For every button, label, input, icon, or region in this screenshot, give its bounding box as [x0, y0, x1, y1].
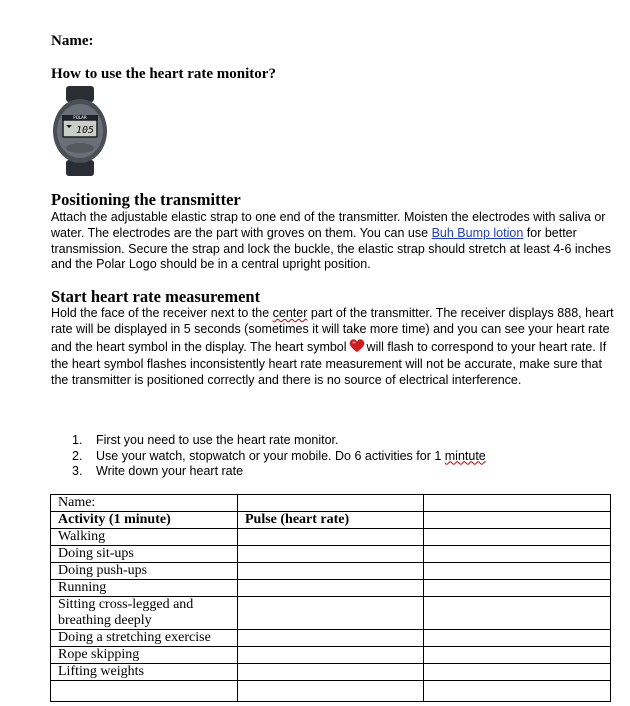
table-row: [51, 495, 611, 512]
heart-rate-watch-image: [52, 86, 108, 176]
start-measurement-paragraph: [51, 306, 619, 389]
how-to-heading: How to use the heart rate monitor?: [51, 66, 276, 82]
positioning-heading: Positioning the transmitter: [51, 190, 241, 209]
activity-cell: Running: [51, 580, 238, 597]
table-row: [51, 681, 611, 702]
step-text: Write down your heart rate: [96, 464, 244, 478]
positioning-paragraph: [51, 210, 619, 273]
start-text-1: Hold the face of the receiver next to the: [51, 306, 273, 320]
table-row: [51, 647, 611, 664]
pulse-cell[interactable]: [238, 647, 424, 664]
table-cell[interactable]: [238, 495, 424, 512]
table-cell[interactable]: [424, 681, 611, 702]
table-row: [51, 563, 611, 580]
table-cell[interactable]: [424, 546, 611, 563]
pulse-cell[interactable]: [238, 529, 424, 546]
activity-cell: Doing a stretching exercise: [51, 630, 238, 647]
pulse-column-header: Pulse (heart rate): [238, 512, 424, 529]
step-text: First you need to use the heart rate monitor.: [96, 433, 339, 447]
steps-list: [72, 433, 486, 480]
step-number: 3.: [72, 464, 83, 478]
activity-table: [50, 494, 611, 702]
table-header-row: [51, 512, 611, 529]
watch-display: 105: [75, 125, 95, 136]
positioning-text-1: Attach the adjustable elastic strap to one end of the transmitter. Moisten the electrodes with saliva or water. The electrodes are the part with groves on them. You can use: [51, 210, 606, 240]
table-row: [51, 630, 611, 647]
buh-bump-lotion-link[interactable]: Buh Bump lotion: [431, 225, 524, 240]
table-row: [51, 529, 611, 546]
pulse-cell[interactable]: [238, 681, 424, 702]
positioning-text-2: for better transmission. Secure the strap and lock the buckle, the elastic strap should stretch at least 4-6 inches and the Polar Logo should be in a central upright position.: [51, 225, 612, 272]
table-cell[interactable]: [424, 512, 611, 529]
pulse-cell[interactable]: [238, 546, 424, 563]
list-item: [72, 464, 486, 480]
start-squiggle-word: center: [272, 306, 308, 320]
activity-cell[interactable]: [51, 681, 238, 702]
pulse-cell[interactable]: [238, 563, 424, 580]
table-cell[interactable]: [424, 664, 611, 681]
watch-brand: POLAR: [73, 115, 87, 120]
table-row: [51, 597, 611, 630]
table-cell[interactable]: [424, 495, 611, 512]
activity-cell: Sitting cross-legged and breathing deeply: [51, 597, 238, 630]
activity-column-header: Activity (1 minute): [51, 512, 238, 529]
table-row: [51, 664, 611, 681]
activity-cell: Rope skipping: [51, 647, 238, 664]
table-cell[interactable]: [424, 529, 611, 546]
activity-cell: Doing sit-ups: [51, 546, 238, 563]
pulse-cell[interactable]: [238, 630, 424, 647]
activity-cell: Doing push-ups: [51, 563, 238, 580]
start-text-3: will flash to correspond to your heart rate. If the heart symbol flashes inconsistently heart rate measurement will not be accurate, make sure that the transmitter is positioned correctly and there is no source of electrical interference.: [51, 339, 607, 388]
start-text-2: part of the transmitter. The receiver displays 888, heart rate will be displayed in 5 seconds (sometimes it will take more time) and you can see your heart rate and the heart symbol in the display. The heart symbol: [51, 306, 614, 354]
pulse-cell[interactable]: [238, 580, 424, 597]
table-row: [51, 546, 611, 563]
table-cell[interactable]: [424, 597, 611, 630]
pulse-cell[interactable]: [238, 664, 424, 681]
activity-cell: Lifting weights: [51, 664, 238, 681]
list-item: [72, 449, 486, 465]
table-cell[interactable]: [424, 647, 611, 664]
activity-cell: Walking: [51, 529, 238, 546]
pulse-cell[interactable]: [238, 597, 424, 630]
start-measurement-heading: Start heart rate measurement: [51, 287, 261, 306]
list-item: [72, 433, 486, 449]
step-number: 2.: [72, 448, 83, 463]
table-row: [51, 580, 611, 597]
table-cell[interactable]: [424, 580, 611, 597]
step-number: 1.: [72, 433, 83, 447]
heart-icon: [349, 338, 365, 358]
step-text: Use your watch, stopwatch or your mobile. Do 6 activities for 1 mintute: [96, 448, 486, 463]
table-cell[interactable]: [424, 630, 611, 647]
table-name-cell[interactable]: Name:: [51, 495, 238, 512]
table-cell[interactable]: [424, 563, 611, 580]
name-label: Name:: [51, 33, 94, 49]
